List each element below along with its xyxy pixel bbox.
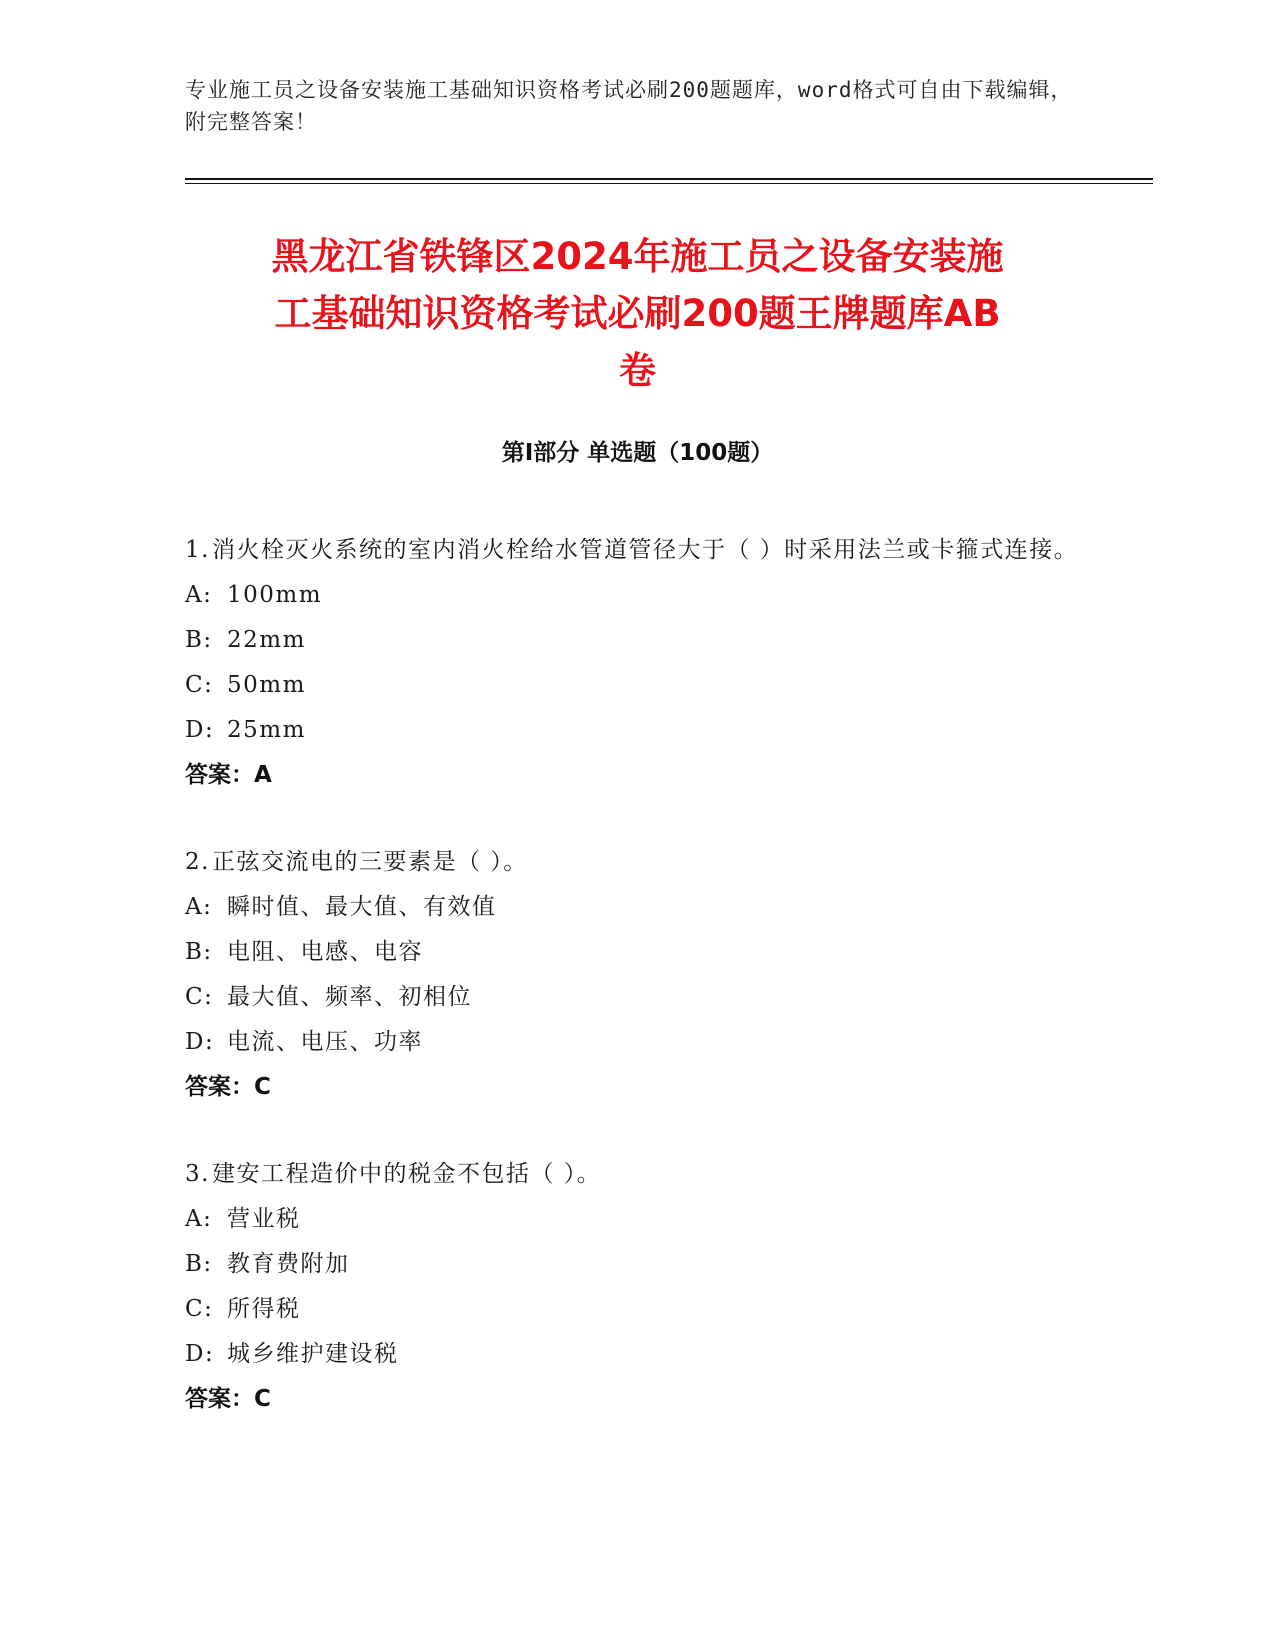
option-key: B: bbox=[185, 939, 213, 965]
option-key: A: bbox=[185, 894, 213, 920]
question-text: 正弦交流电的三要素是（ ）。 bbox=[211, 849, 528, 875]
document-title bbox=[185, 228, 1090, 399]
option-text: 电流、电压、功率 bbox=[227, 1029, 423, 1055]
option-a bbox=[185, 573, 1085, 618]
option-text: 所得税 bbox=[227, 1296, 301, 1322]
question-stem bbox=[185, 528, 1085, 573]
option-b bbox=[185, 618, 1085, 663]
header-rule-thick bbox=[185, 178, 1153, 180]
title-line-2: 工基础知识资格考试必刷200题王牌题库AB bbox=[274, 292, 1001, 335]
question-number: 3. bbox=[185, 1161, 210, 1187]
option-text: 100mm bbox=[227, 582, 323, 608]
answer-line: 答案：C bbox=[185, 1074, 271, 1100]
option-key: A: bbox=[185, 582, 213, 608]
option-text: 22mm bbox=[227, 627, 306, 653]
option-text: 50mm bbox=[227, 672, 306, 698]
header-rule-thin bbox=[185, 183, 1153, 184]
option-text: 瞬时值、最大值、有效值 bbox=[227, 894, 497, 920]
question-stem bbox=[185, 840, 1085, 885]
section-title: 第Ⅰ部分 单选题（100题） bbox=[501, 440, 774, 466]
option-d bbox=[185, 1332, 1085, 1377]
question-number: 1. bbox=[185, 537, 210, 563]
option-b bbox=[185, 1242, 1085, 1287]
option-key: D: bbox=[185, 1341, 215, 1367]
question-3 bbox=[185, 1152, 1085, 1422]
title-line-3: 卷 bbox=[619, 349, 656, 392]
option-key: D: bbox=[185, 717, 215, 743]
option-b bbox=[185, 930, 1085, 975]
option-a bbox=[185, 1197, 1085, 1242]
option-key: A: bbox=[185, 1206, 213, 1232]
option-c bbox=[185, 1287, 1085, 1332]
option-d bbox=[185, 708, 1085, 753]
option-key: B: bbox=[185, 627, 213, 653]
option-a bbox=[185, 885, 1085, 930]
option-key: C: bbox=[185, 672, 214, 698]
option-text: 教育费附加 bbox=[227, 1251, 350, 1277]
option-text: 最大值、频率、初相位 bbox=[227, 984, 472, 1010]
option-c bbox=[185, 975, 1085, 1020]
option-text: 25mm bbox=[227, 717, 306, 743]
answer-line: 答案：C bbox=[185, 1386, 271, 1412]
option-key: B: bbox=[185, 1251, 213, 1277]
option-key: D: bbox=[185, 1029, 215, 1055]
question-number: 2. bbox=[185, 849, 210, 875]
option-text: 营业税 bbox=[227, 1206, 301, 1232]
header-note: 专业施工员之设备安装施工基础知识资格考试必刷200题题库，word格式可自由下载编辑，附完整答案！ bbox=[185, 78, 1073, 134]
question-stem bbox=[185, 1152, 1085, 1197]
title-line-1: 黑龙江省铁锋区2024年施工员之设备安装施 bbox=[271, 235, 1004, 278]
option-c bbox=[185, 663, 1085, 708]
option-key: C: bbox=[185, 1296, 214, 1322]
option-key: C: bbox=[185, 984, 214, 1010]
question-text: 建安工程造价中的税金不包括（ ）。 bbox=[211, 1161, 602, 1187]
option-text: 城乡维护建设税 bbox=[227, 1341, 399, 1367]
answer-line: 答案：A bbox=[185, 762, 272, 788]
option-text: 电阻、电感、电容 bbox=[227, 939, 423, 965]
question-2 bbox=[185, 840, 1085, 1110]
question-list bbox=[185, 528, 1085, 1464]
option-d bbox=[185, 1020, 1085, 1065]
question-text: 消火栓灭火系统的室内消火栓给水管道管径大于（ ）时采用法兰或卡箍式连接。 bbox=[211, 537, 1079, 563]
question-1 bbox=[185, 528, 1085, 798]
